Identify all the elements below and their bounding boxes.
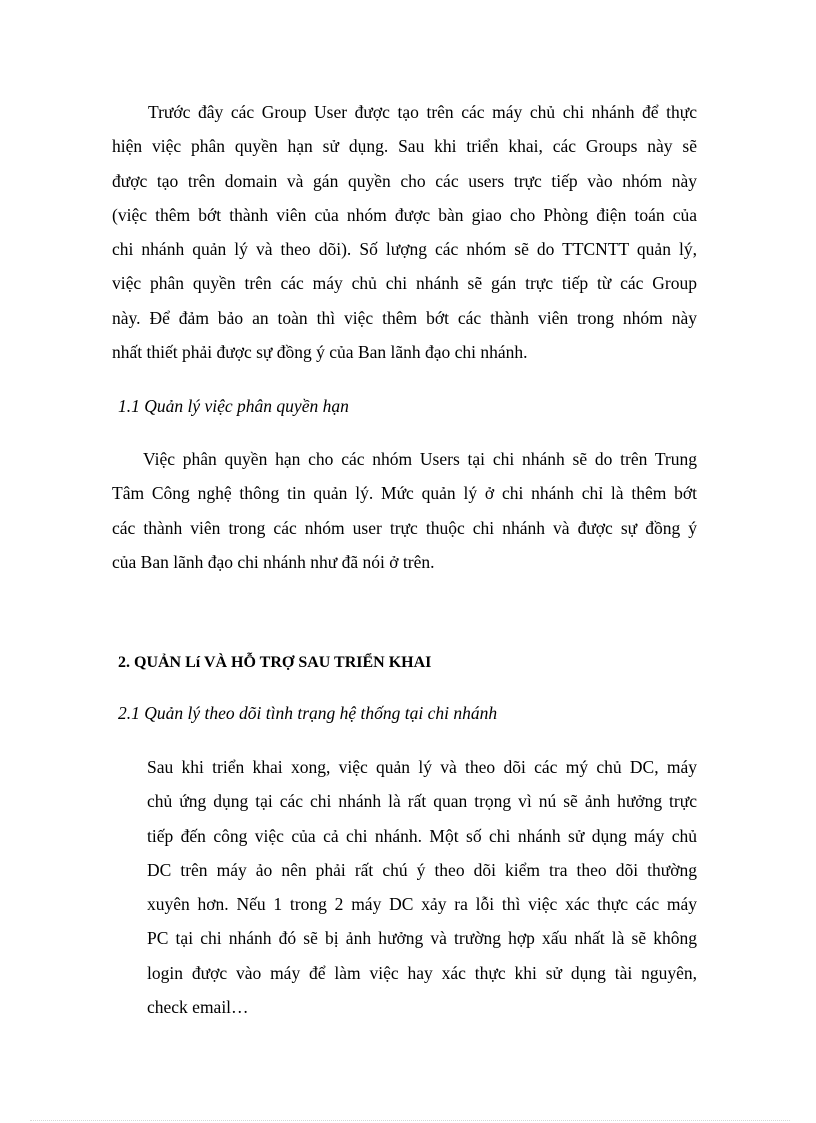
paragraph-intro <box>112 95 697 369</box>
page-bottom-divider <box>30 1120 790 1121</box>
paragraph-line: tiếp đến công việc của cả chi nhánh. Một số chi nhánh sử dụng máy chủ <box>147 825 697 846</box>
paragraph-line: việc phân quyền trên các máy chủ chi nhánh sẽ gán trực tiếp từ các Group <box>112 273 697 294</box>
section-heading-2-1: 2.1 Quản lý theo dõi tình trạng hệ thống tại chi nhánh <box>118 703 498 723</box>
paragraph-line: Việc phân quyền hạn cho các nhóm Users tại chi nhánh sẽ do trên Trung <box>143 449 697 469</box>
paragraph-line: check email… <box>147 997 249 1018</box>
section-heading-1-1: 1.1 Quản lý việc phân quyền hạn <box>118 396 349 416</box>
paragraph-line: của Ban lãnh đạo chi nhánh như đã nói ở trên. <box>112 551 435 572</box>
paragraph-line: (việc thêm bớt thành viên của nhóm được bàn giao cho Phòng điện toán của <box>112 204 697 225</box>
paragraph-line: được tạo trên domain và gán quyền cho các users trực tiếp vào nhóm này <box>112 170 697 191</box>
paragraph-line: xuyên hơn. Nếu 1 trong 2 máy DC xảy ra lỗi thì việc xác thực các máy <box>147 894 697 915</box>
paragraph-line: Trước đây các Group User được tạo trên các máy chủ chi nhánh để thực <box>148 102 697 122</box>
paragraph-line: chi nhánh quản lý và theo dõi). Số lượng các nhóm sẽ do TTCNTT quản lý, <box>112 239 697 260</box>
paragraph-line: các thành viên trong các nhóm user trực thuộc chi nhánh và được sự đồng ý <box>112 517 697 538</box>
paragraph-line: chủ ứng dụng tại các chi nhánh là rất quan trọng vì nú sẽ ảnh hưởng trực <box>147 791 697 812</box>
paragraph-line: Tâm Công nghệ thông tin quản lý. Mức quản lý ở chi nhánh chỉ là thêm bớt <box>112 483 697 504</box>
paragraph-line: nhất thiết phải được sự đồng ý của Ban lãnh đạo chi nhánh. <box>112 342 528 363</box>
paragraph-line: PC tại chi nhánh đó sẽ bị ảnh hưởng và trường hợp xấu nhất là sẽ không <box>147 928 697 949</box>
paragraph-line: hiện việc phân quyền hạn sử dụng. Sau khi triển khai, các Groups này sẽ <box>112 136 697 157</box>
paragraph-line: DC trên máy ảo nên phải rất chú ý theo dõi kiểm tra theo dõi thường <box>147 859 697 880</box>
paragraph-line: Sau khi triển khai xong, việc quản lý và theo dõi các mý chủ DC, máy <box>147 757 697 777</box>
paragraph-line: login được vào máy để làm việc hay xác thực khi sử dụng tài nguyên, <box>147 962 697 983</box>
section-heading-2: 2. QUẢN Lí VÀ HỖ TRỢ SAU TRIỂN KHAI <box>118 654 432 671</box>
paragraph-monitoring <box>147 750 697 1024</box>
paragraph-permissions <box>112 442 697 579</box>
paragraph-line: này. Để đảm bảo an toàn thì việc thêm bớt các thành viên trong nhóm này <box>112 307 697 328</box>
